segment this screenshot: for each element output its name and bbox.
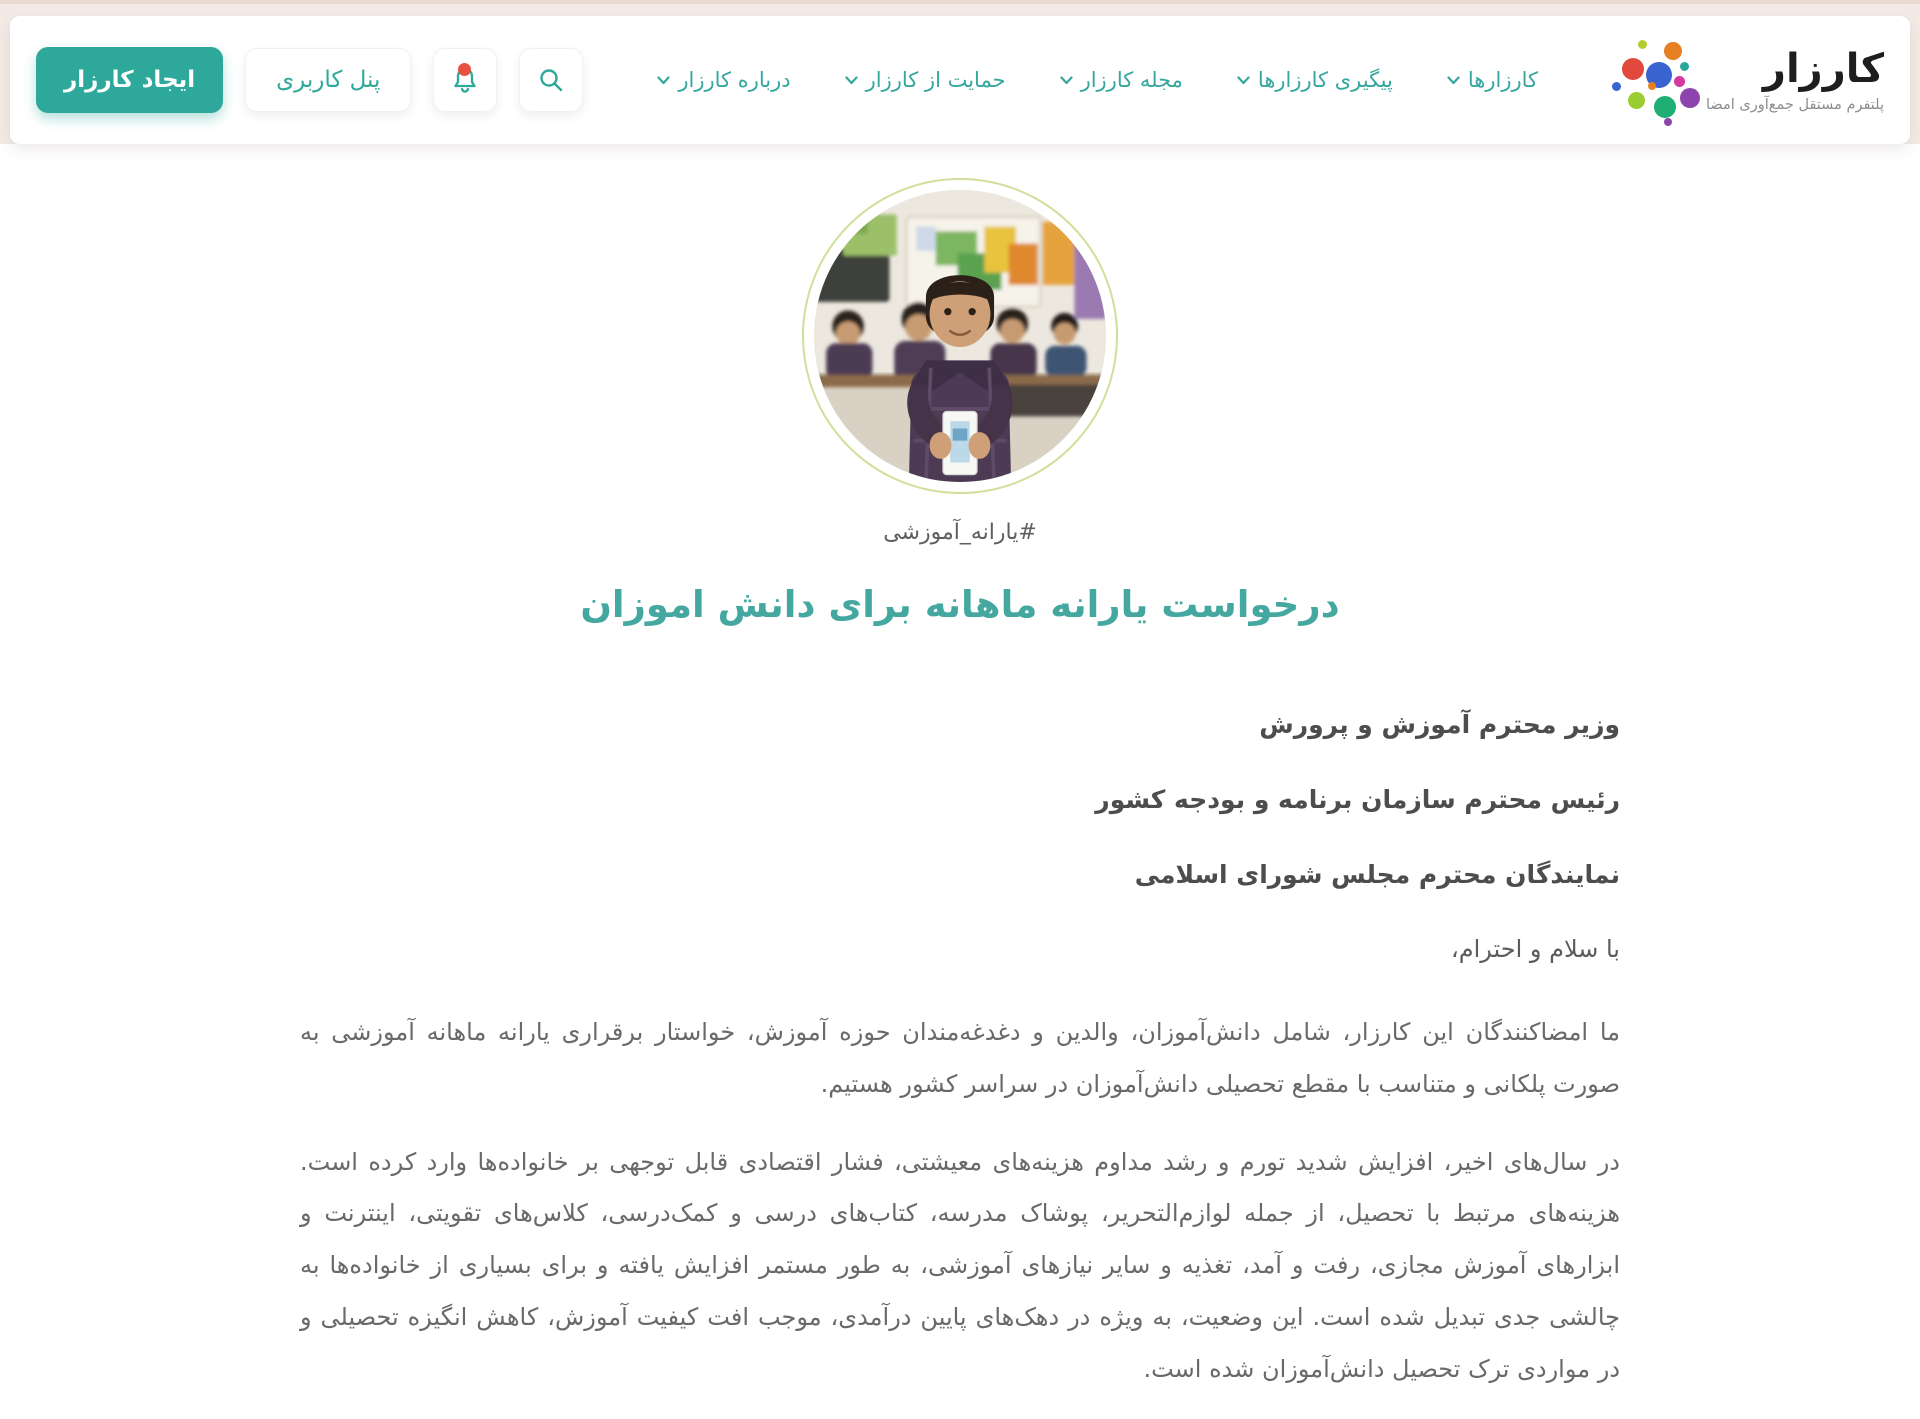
petition-letter — [300, 710, 1620, 1396]
main-nav — [657, 68, 1538, 92]
search-button[interactable] — [519, 48, 583, 112]
petition-image-wrap — [0, 178, 1920, 494]
recipient-line: نمایندگان محترم مجلس شورای اسلامی — [1134, 860, 1620, 889]
recipient-line: وزیر محترم آموزش و پرورش — [1259, 710, 1620, 739]
nav-item-about[interactable] — [657, 68, 790, 92]
recipient-line: رئیس محترم سازمان برنامه و بودجه کشور — [1095, 785, 1620, 814]
brand-subtitle: پلتفرم مستقل جمع‌آوری امضا — [1706, 97, 1884, 113]
karzar-dots-logo-icon — [1608, 34, 1700, 126]
nav-item-magazine[interactable] — [1060, 68, 1183, 92]
nav-item-label: پیگیری کارزارها — [1257, 68, 1393, 92]
search-icon — [537, 66, 565, 94]
nav-item-campaigns[interactable] — [1447, 68, 1538, 92]
user-panel-button[interactable]: پنل کاربری — [245, 48, 411, 112]
nav-item-label: حمایت از کارزار — [865, 68, 1006, 92]
header-zone — [0, 0, 1920, 144]
chevron-down-icon — [1060, 76, 1073, 85]
nav-item-support[interactable] — [845, 68, 1006, 92]
chevron-down-icon — [657, 76, 670, 85]
petition-paragraph: در سال‌های اخیر، افزایش شدید تورم و رشد مداوم هزینه‌های معیشتی، فشار اقتصادی قابل توجهی بر خانواده‌ها وارد کرده است. هزینه‌های مرتبط با تحصیل، از جمله لوازم‌التحریر، پوشاک مدرسه، کتاب‌های درسی و کمک‌درسی، کلاس‌های تقویتی، اینترنت و ابزارهای آموزش مجازی، رفت و آمد، تغذیه و سایر نیازهای آموزشی، به طور مستمر افزایش یافته و برای بسیاری از خانواده‌ها به چالشی جدی تبدیل شده است. این وضعیت، به ویژه در دهک‌های پایین درآمدی، موجب افت کیفیت آموزش، کاهش انگیزه تحصیلی و در مواردی ترک تحصیل دانش‌آموزان شده است. — [300, 1147, 1620, 1383]
brand-text — [1706, 47, 1884, 113]
nav-item-track-campaigns[interactable] — [1237, 68, 1393, 92]
nav-item-label: درباره کارزار — [678, 68, 791, 92]
petition-image-ring — [802, 178, 1118, 494]
petition-hashtag[interactable]: #یارانه_آموزشی — [883, 520, 1037, 545]
salutation: با سلام و احترام، — [1450, 935, 1620, 963]
nav-item-label: کارزارها — [1467, 68, 1539, 92]
petition-image — [814, 190, 1106, 482]
chevron-down-icon — [1447, 76, 1460, 85]
notifications-button[interactable] — [433, 48, 497, 112]
create-campaign-button[interactable]: ایجاد کارزار — [36, 47, 223, 113]
nav-item-label: مجله کارزار — [1080, 68, 1183, 92]
chevron-down-icon — [845, 76, 858, 85]
petition-title: درخواست یارانه ماهانه برای دانش اموزان — [580, 583, 1340, 626]
brand-title: کارزار — [1762, 46, 1884, 92]
brand[interactable] — [1608, 34, 1884, 126]
chevron-down-icon — [1237, 76, 1250, 85]
header — [10, 16, 1910, 144]
petition-paragraph: ما امضاکنندگان این کارزار، شامل دانش‌آموزان، والدین و دغدغه‌مندان حوزه آموزش، خواستار برقراری یارانه ماهانه آموزشی به صورت پلکانی و متناسب با مقطع تحصیلی دانش‌آموزان در سراسر کشور هستیم. — [300, 1018, 1620, 1098]
petition-page — [0, 144, 1920, 1396]
header-actions — [36, 47, 583, 113]
